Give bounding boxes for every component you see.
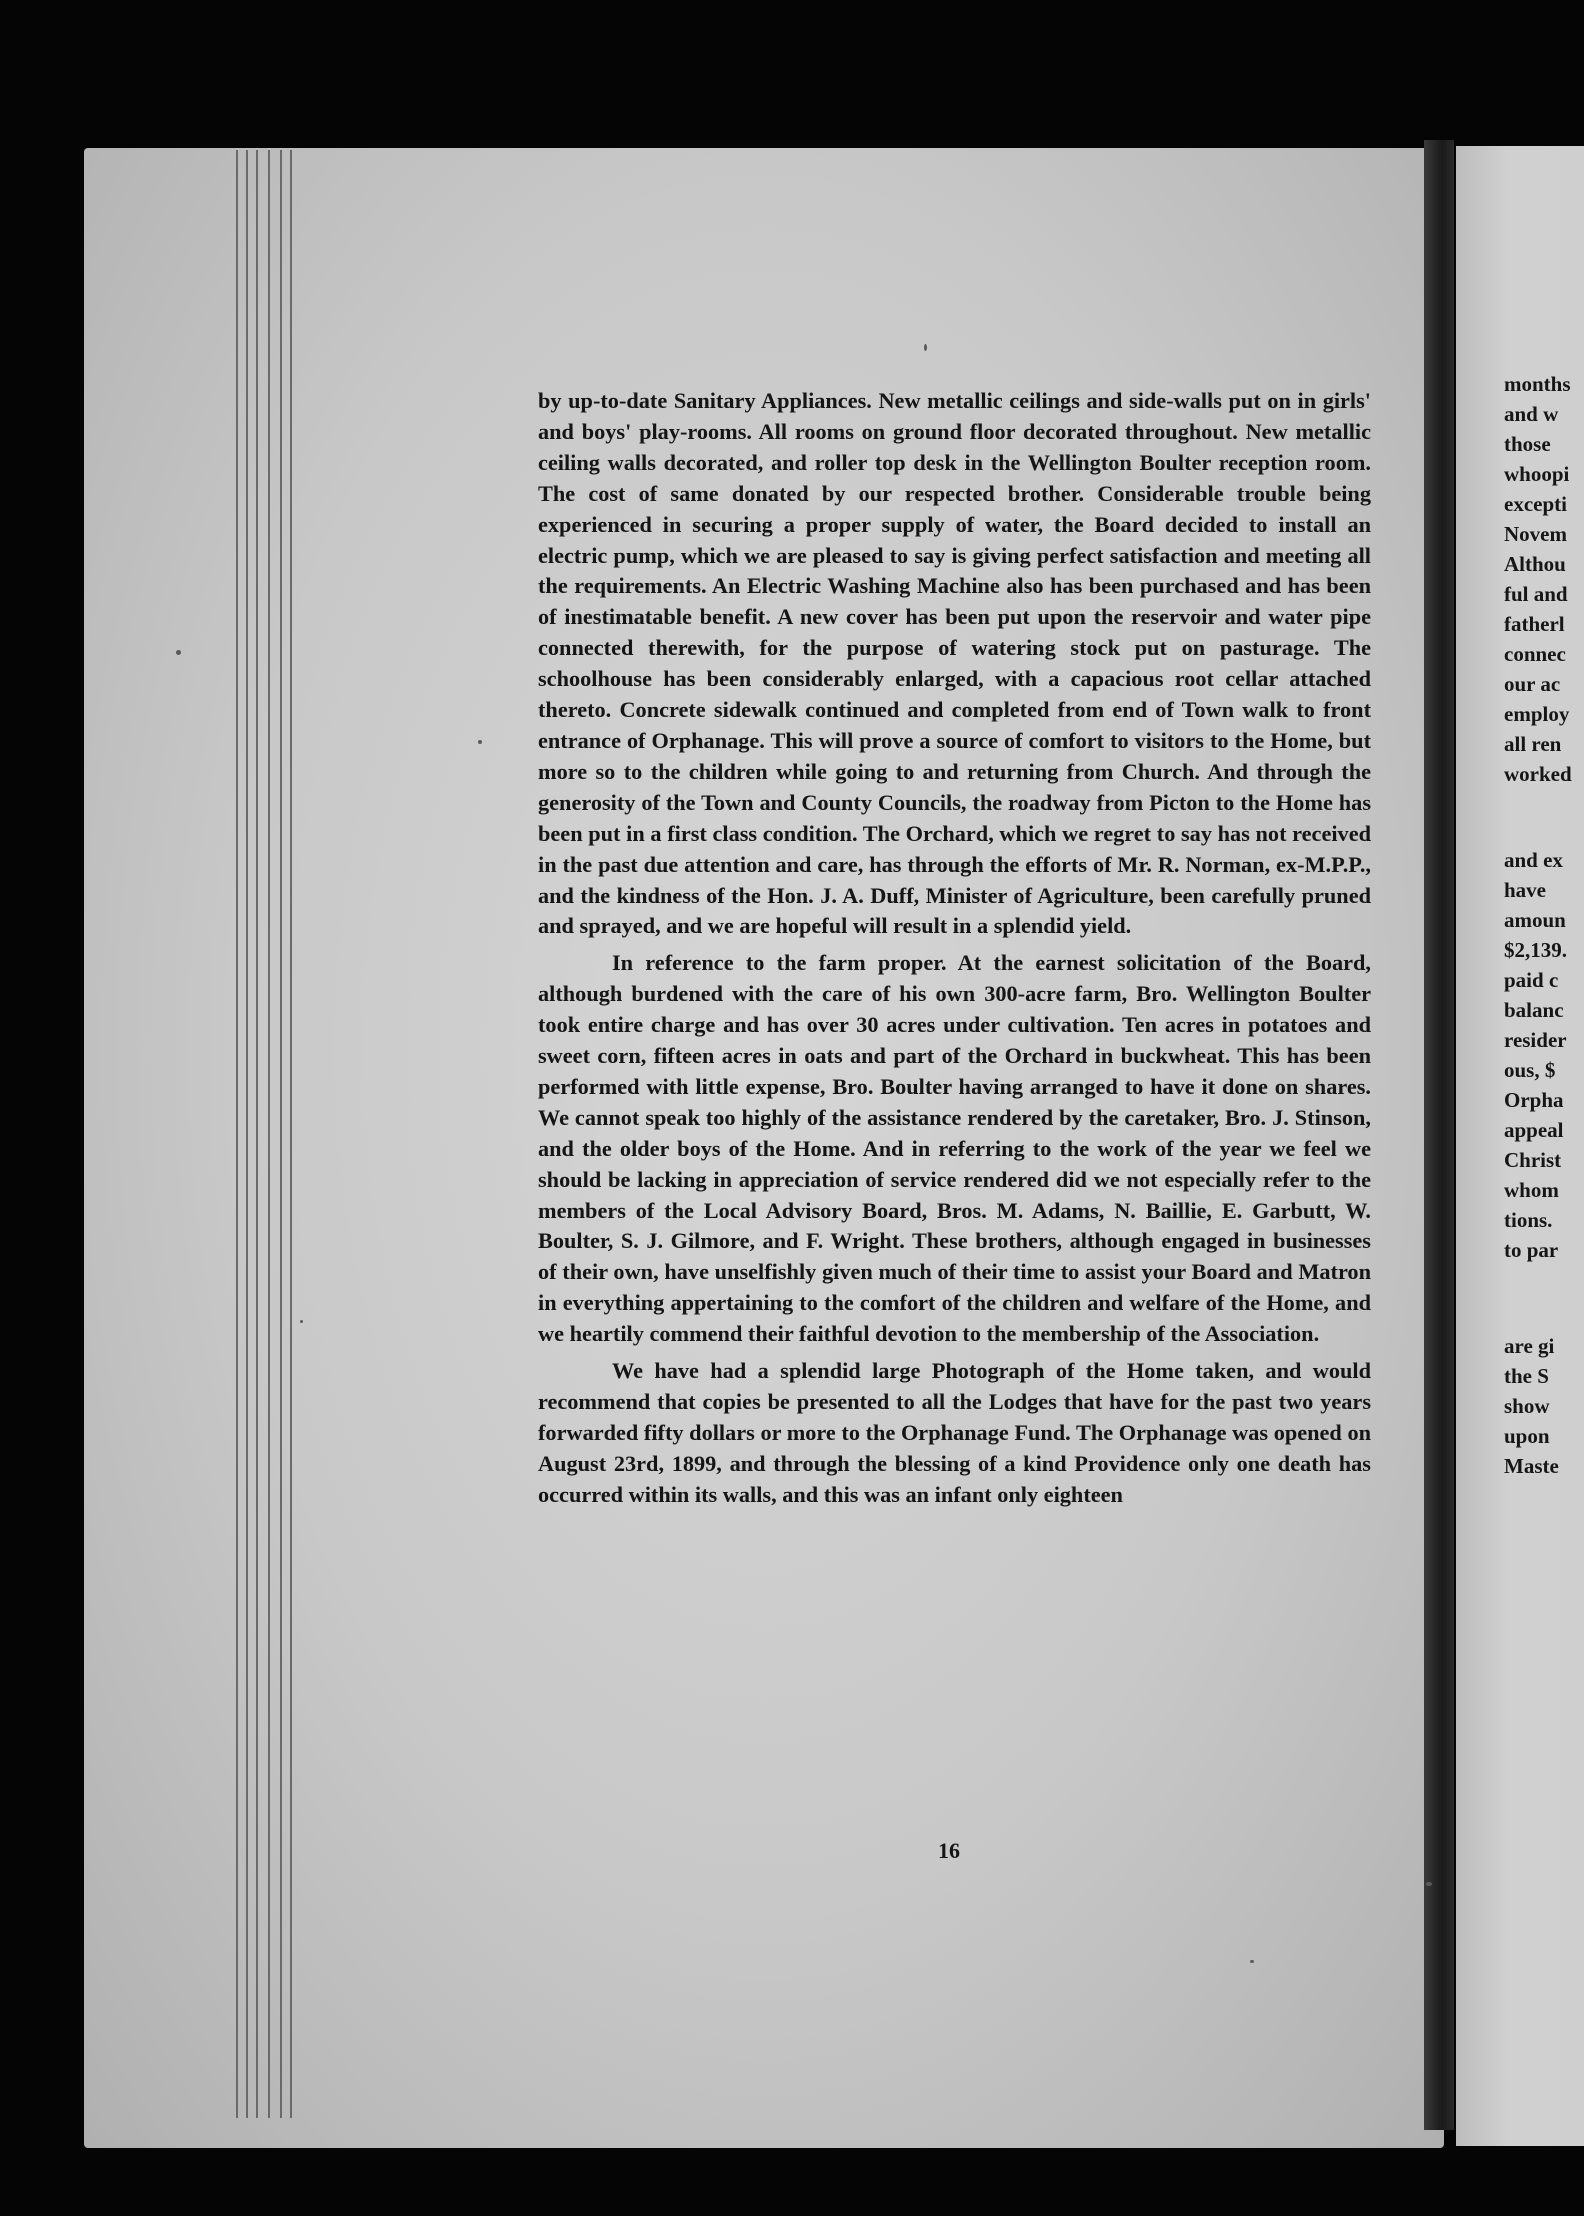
facing-line: to par xyxy=(1504,1238,1559,1262)
facing-line: those xyxy=(1504,432,1551,456)
facing-line: tions. xyxy=(1504,1208,1553,1232)
page-number: 16 xyxy=(938,1838,960,1863)
facing-page xyxy=(1456,146,1584,2146)
body-text xyxy=(538,386,1371,1511)
facing-line: whom xyxy=(1504,1178,1559,1202)
facing-line: paid c xyxy=(1504,968,1559,992)
facing-line: fatherl xyxy=(1504,612,1565,636)
facing-line: resider xyxy=(1504,1028,1567,1052)
facing-line: worked xyxy=(1504,762,1572,786)
facing-line: connec xyxy=(1504,642,1566,666)
page-edge-line xyxy=(290,150,292,2118)
page-edge-line xyxy=(268,150,270,2118)
facing-line: $2,139. xyxy=(1504,938,1567,962)
facing-line: amoun xyxy=(1504,908,1566,932)
page-edge-line xyxy=(236,150,238,2118)
paragraph: We have had a splendid large Photograph of the Home taken, and would recommend that copies be presented to all the Lodges that have for the past two years forwarded fifty dollars or more to the Orphanage Fund. The Orphanage was opened on August 23rd, 1899, and through the blessing of a kind Providence only one death has occurred within its walls, and this was an infant only eighteen xyxy=(538,1358,1371,1507)
facing-line: Christ xyxy=(1504,1148,1562,1172)
facing-line: ful and xyxy=(1504,582,1568,606)
page-edge-line xyxy=(280,150,282,2118)
paragraph: In reference to the farm proper. At the earnest solicitation of the Board, although burdened with the care of his own 300-acre farm, Bro. Wellington Boulter took entire charge and has over 30 acres under cultivation. Ten acres in potatoes and sweet corn, fifteen acres in oats and part of the Orchard in buckwheat. This has been performed with little expense, Bro. Boulter having arranged to have it done on shares. We cannot speak too highly of the assistance rendered by the caretaker, Bro. J. Stinson, and the older boys of the Home. And in referring to the work of the year we feel we should be lacking in appreciation of service rendered did we not especially refer to the members of the Local Advisory Board, Bros. M. Adams, N. Baillie, E. Garbutt, W. Boulter, S. J. Gilmore, and F. Wright. These brothers, although engaged in businesses of their own, have unselfishly given much of their time to assist your Board and Matron in everything appertaining to the comfort of the children and welfare of the Home, and we heartily commend their faithful devotion to the membership of the Association. xyxy=(538,950,1371,1347)
page-edge-line xyxy=(246,150,248,2118)
scan-speck xyxy=(1250,1960,1254,1963)
facing-line: show xyxy=(1504,1394,1550,1418)
book-gutter-shadow xyxy=(1424,140,1454,2130)
scan-speck xyxy=(478,740,482,744)
facing-line: whoopi xyxy=(1504,462,1570,486)
facing-line: balanc xyxy=(1504,998,1564,1022)
facing-line: Maste xyxy=(1504,1454,1559,1478)
facing-line: have xyxy=(1504,878,1546,902)
facing-line: months xyxy=(1504,372,1571,396)
scan-speck xyxy=(176,650,181,655)
facing-line: and w xyxy=(1504,402,1559,426)
facing-line: Novem xyxy=(1504,522,1567,546)
facing-line: upon xyxy=(1504,1424,1550,1448)
scan-speck xyxy=(300,1320,303,1323)
facing-line: Althou xyxy=(1504,552,1566,576)
facing-line: Orpha xyxy=(1504,1088,1564,1112)
facing-line: excepti xyxy=(1504,492,1567,516)
stacked-page-edges xyxy=(236,150,346,2118)
scan-speck xyxy=(924,344,927,351)
facing-line: our ac xyxy=(1504,672,1561,696)
facing-line: employ xyxy=(1504,702,1570,726)
facing-line: the S xyxy=(1504,1364,1549,1388)
facing-line: all ren xyxy=(1504,732,1562,756)
page-edge-line xyxy=(256,150,258,2118)
facing-line: are gi xyxy=(1504,1334,1555,1358)
scan-speck xyxy=(1426,1882,1432,1886)
paragraph: by up-to-date Sanitary Appliances. New metallic ceilings and side-walls put on in girls' and boys' play-rooms. All rooms on ground floor decorated throughout. New metallic ceiling walls decorated, and roller top desk in the Wellington Boulter reception room. The cost of same donated by our respected brother. Considerable trouble being experienced in securing a proper supply of water, the Board decided to install an electric pump, which we are pleased to say is giving perfect satisfaction and meeting all the requirements. An Electric Washing Machine also has been purchased and has been of inestimatable benefit. A new cover has been put upon the reservoir and water pipe connected therewith, for the purpose of watering stock put on pasturage. The schoolhouse has been considerably enlarged, with a capacious root cellar attached thereto. Concrete sidewalk continued and completed from end of Town walk to front entrance of Orphanage. This will prove a source of comfort to visitors to the Home, but more so to the children while going to and returning from Church. And through the generosity of the Town and County Councils, the roadway from Picton to the Home has been put in a first class condition. The Orchard, which we regret to say has not received in the past due attention and care, has through the efforts of Mr. R. Norman, ex-M.P.P., and the kindness of the Hon. J. A. Duff, Minister of Agriculture, been carefully pruned and sprayed, and we are hopeful will result in a splendid yield. xyxy=(538,388,1371,939)
facing-line: ous, $ xyxy=(1504,1058,1556,1082)
facing-line: appeal xyxy=(1504,1118,1564,1142)
facing-line: and ex xyxy=(1504,848,1563,872)
